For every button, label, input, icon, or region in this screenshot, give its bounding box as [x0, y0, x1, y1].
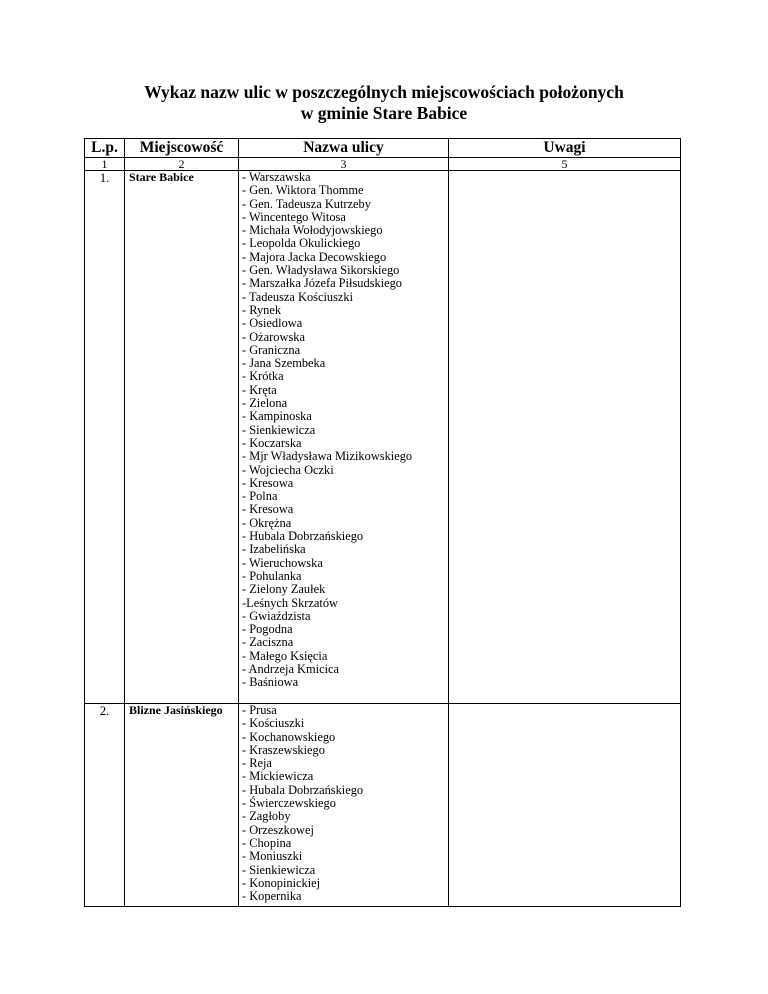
- street-item: - Rynek: [242, 302, 282, 317]
- street-item: - Izabelińska: [242, 542, 306, 557]
- place-name: Blizne Jasińskiego: [125, 704, 239, 907]
- header-street: Nazwa ulicy: [239, 139, 449, 158]
- street-item: - Mjr Władysława Mizikowskiego: [242, 449, 413, 464]
- street-item: - Zagłoby: [242, 809, 291, 824]
- street-item: - Wieruchowska: [242, 555, 323, 570]
- street-item: - Kościuszki: [242, 716, 305, 731]
- street-item: - Wincentego Witosa: [242, 209, 346, 224]
- street-item: - Zielona: [242, 396, 288, 411]
- street-item: - Kręta: [242, 382, 277, 397]
- street-item: - Koczarska: [242, 435, 302, 450]
- column-number: 5: [449, 158, 681, 171]
- street-item: - Konopinickiej: [242, 875, 321, 890]
- street-item: - Kochanowskiego: [242, 729, 336, 744]
- street-item: - Baśniowa: [242, 675, 299, 690]
- header-lp: L.p.: [85, 139, 125, 158]
- street-item: - Warszawska: [242, 170, 311, 184]
- street-item: - Majora Jacka Decowskiego: [242, 249, 387, 264]
- street-item: - Marszałka Józefa Piłsudskiego: [242, 276, 403, 291]
- street-item: - Sienkiewicza: [242, 862, 316, 877]
- street-item: - Mickiewicza: [242, 769, 314, 784]
- street-item: - Moniuszki: [242, 849, 303, 864]
- street-item: - Krótka: [242, 369, 284, 384]
- street-item: - Reja: [242, 756, 272, 771]
- title-line-1: Wykaz nazw ulic w poszczególnych miejscowościach położonych: [144, 82, 624, 102]
- title-line-2: w gminie Stare Babice: [300, 103, 468, 123]
- street-item: - Małego Księcia: [242, 648, 328, 663]
- table-row: [85, 704, 681, 907]
- column-number: 1: [85, 158, 125, 171]
- street-item: - Gen. Tadeusza Kutrzeby: [242, 196, 371, 211]
- row-number: 1.: [85, 171, 125, 704]
- street-item: - Kopernika: [242, 889, 302, 904]
- column-number: 2: [125, 158, 239, 171]
- street-item: - Kampinoska: [242, 409, 312, 424]
- document-title: [0, 82, 768, 124]
- header-notes: Uwagi: [449, 139, 681, 158]
- street-item: - Tadeusza Kościuszki: [242, 289, 354, 304]
- column-number-row: [85, 158, 681, 171]
- street-item: - Hubala Dobrzańskiego: [242, 529, 364, 544]
- street-item: - Jana Szembeka: [242, 356, 326, 371]
- street-item: - Prusa: [242, 703, 277, 717]
- header-place: Miejscowość: [125, 139, 239, 158]
- street-item: - Orzeszkowej: [242, 822, 314, 837]
- street-item: - Kresowa: [242, 502, 294, 517]
- street-item: - Gwiaździsta: [242, 608, 311, 623]
- street-item: - Zaciszna: [242, 635, 294, 650]
- street-item: - Wojciecha Oczki: [242, 462, 334, 477]
- table-row: [85, 171, 681, 704]
- street-item: - Pohulanka: [242, 568, 302, 583]
- street-item: - Polna: [242, 489, 278, 504]
- street-item: - Gen. Wiktora Thomme: [242, 183, 364, 198]
- street-item: - Hubala Dobrzańskiego: [242, 782, 364, 797]
- street-item: - Osiedlowa: [242, 316, 303, 331]
- street-list: [239, 171, 449, 704]
- street-item: - Andrzeja Kmicica: [242, 661, 340, 676]
- street-item: - Gen. Władysława Sikorskiego: [242, 263, 400, 278]
- street-item: - Zielony Zaułek: [242, 582, 326, 597]
- street-item: - Graniczna: [242, 342, 301, 357]
- street-item: - Świerczewskiego: [242, 796, 336, 811]
- streets-table: [84, 138, 681, 907]
- notes-cell: [449, 704, 681, 907]
- street-item: - Okrężna: [242, 515, 292, 530]
- place-name: Stare Babice: [125, 171, 239, 704]
- street-item: - Michała Wołodyjowskiego: [242, 223, 383, 238]
- street-item: - Kresowa: [242, 475, 294, 490]
- street-item: - Pogodna: [242, 622, 293, 637]
- notes-cell: [449, 171, 681, 704]
- street-item: - Kraszewskiego: [242, 742, 325, 757]
- header-row: [85, 139, 681, 158]
- street-item: - Leopolda Okulickiego: [242, 236, 361, 251]
- street-item: - Sienkiewicza: [242, 422, 316, 437]
- street-item: - Ożarowska: [242, 329, 305, 344]
- row-number: 2.: [85, 704, 125, 907]
- column-number: 3: [239, 158, 449, 171]
- street-item: -Leśnych Skrzatów: [242, 595, 338, 610]
- street-list: [239, 704, 449, 907]
- street-item: - Chopina: [242, 835, 292, 850]
